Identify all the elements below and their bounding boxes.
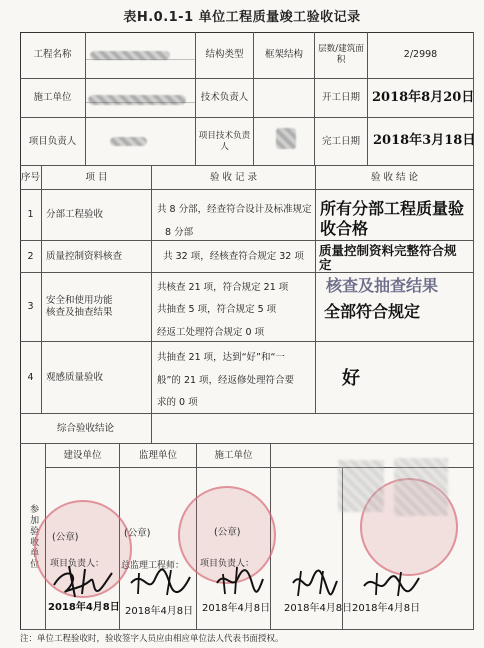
row-1-number: 1 <box>27 209 34 221</box>
construction-unit-header <box>46 444 120 468</box>
construction-person-label: 项目负责人： <box>50 559 105 569</box>
row-2-item-cell <box>42 241 152 273</box>
structure-label-cell <box>196 32 254 79</box>
structure-label: 结构类型 <box>205 49 244 61</box>
start-date-label-cell <box>315 79 368 118</box>
row-3-number-cell <box>20 273 42 342</box>
area-value: 2/2998 <box>403 49 438 61</box>
row-4-record-line-3: 求的 0 项 <box>157 397 198 408</box>
project-technical-manager-label: 项目技术负责人 <box>198 130 251 152</box>
row-2-record: 共 32 项，经核查符合规定 32 项 <box>163 250 304 262</box>
document-title: 表H.0.1-1 单位工程质量竣工验收记录 <box>123 10 361 25</box>
row-3-number: 3 <box>27 301 34 313</box>
footnote: 注：单位工程验收时，验收签字人员应由相应单位法人代表书面授权。 <box>20 634 284 644</box>
participants-section-label: 参加验收单位 <box>28 503 39 570</box>
overall-label-cell <box>20 414 152 444</box>
row-1-item-cell <box>42 190 152 241</box>
row-3-record-line-2: 共抽查 5 项，符合规定 5 项 <box>157 304 277 315</box>
area-label: 层数/建筑面积 <box>318 44 364 65</box>
area-label-cell <box>315 32 368 79</box>
survey-date: 2018年4月8日 <box>352 603 421 614</box>
structure-value-cell <box>254 32 315 79</box>
construction-date: 2018年4月8日 <box>48 602 120 613</box>
row-2-item: 质量控制资料核查 <box>46 250 123 262</box>
construction-unit-label-cell <box>20 79 86 118</box>
row-3-conclusion-line-1: 核查及抽查结果 <box>326 276 439 295</box>
technical-manager-label-cell <box>196 79 254 118</box>
design-signature <box>288 565 340 602</box>
row-2-record-cell <box>152 241 316 273</box>
builder-date: 2018年4月8日 <box>202 603 271 614</box>
row-1-conclusion: 所有分部工程质量验收合格 <box>320 199 465 238</box>
row-4-number: 4 <box>27 371 34 383</box>
row-1-number-cell <box>20 190 42 241</box>
row-1-record-line-1: 共 8 分部，经查符合设计及标准规定 <box>157 204 312 215</box>
supervision-person-label: 总监理工程师： <box>121 561 185 571</box>
row-3-record-line-3: 经返工处理符合规定 0 项 <box>157 327 265 338</box>
row-1-item: 分部工程验收 <box>46 209 104 221</box>
row-2-number-cell <box>20 241 42 273</box>
row-3-item-line-1: 安全和使用功能 <box>46 295 113 307</box>
row-4-number-cell <box>20 342 42 414</box>
serial-number-header <box>20 166 42 190</box>
blurred-design-seal <box>338 460 384 512</box>
supervision-unit-header <box>120 444 197 468</box>
builder-person-label: 项目负责人： <box>200 559 255 569</box>
structure-value: 框架结构 <box>264 49 303 61</box>
row-4-conclusion: 好 <box>342 368 360 389</box>
construction-unit-underline <box>86 102 196 103</box>
start-date-value: 2018年8月20日 <box>372 90 475 105</box>
row-3-item-line-2: 核查及抽查结果 <box>46 307 113 318</box>
item-header-text: 项 目 <box>85 171 108 183</box>
project-name-label-cell <box>20 32 86 79</box>
survey-signature <box>359 568 424 600</box>
blurred-project-technical-manager <box>276 128 296 149</box>
project-manager-label: 项目负责人 <box>28 135 77 147</box>
row-3-item-group <box>46 295 113 319</box>
builder-unit-header <box>197 444 271 468</box>
blurred-survey-seal <box>394 458 448 516</box>
row-4-item-cell <box>42 342 152 414</box>
supervision-date: 2018年4月8日 <box>125 606 194 617</box>
construction-unit-label: 施工单位 <box>33 92 72 104</box>
start-date-label: 开工日期 <box>321 92 360 104</box>
item-header <box>42 166 152 190</box>
row-1-record-line-2: 8 分部 <box>165 227 194 238</box>
technical-manager-label: 技术负责人 <box>200 92 249 104</box>
blurred-construction-unit <box>88 95 186 105</box>
overall-value-cell <box>152 414 474 444</box>
design-date: 2018年4月8日 <box>284 603 353 614</box>
conclusion-header-text: 验 收 结 论 <box>370 171 419 183</box>
row-4-item: 观感质量验收 <box>46 371 104 383</box>
project-manager-label-cell <box>20 118 86 166</box>
technical-manager-value-cell <box>254 79 315 118</box>
area-value-cell <box>368 32 474 79</box>
row-4-record-line-2: 般”的 21 项，经返修处理符合要 <box>157 375 295 386</box>
row-3-item-cell <box>42 273 152 342</box>
row-2-number: 2 <box>27 250 34 262</box>
completion-date-value: 2018年3月18日 <box>373 133 476 148</box>
supervision-seal-label: (公章) <box>124 528 151 539</box>
row-3-conclusion-line-2: 全部符合规定 <box>324 302 421 321</box>
construction-seal-label: (公章) <box>52 532 79 543</box>
construction-signature <box>46 555 124 600</box>
row-3-record-line-1: 共核查 21 项，符合规定 21 项 <box>157 282 289 293</box>
serial-number-header-text: 序号 <box>20 171 40 183</box>
row-2-conclusion: 质量控制资料完整符合规定 <box>319 243 457 273</box>
row-4-record-line-1: 共抽查 21 项，达到“好”和“一 <box>157 352 285 363</box>
project-name-underline <box>86 59 196 60</box>
construction-unit-header-text: 建设单位 <box>63 449 102 461</box>
builder-signature <box>211 563 266 601</box>
completion-date-label: 完工日期 <box>321 135 360 147</box>
conclusion-header <box>316 166 474 190</box>
project-technical-manager-label-cell <box>196 118 254 166</box>
builder-seal-label: (公章) <box>214 527 241 538</box>
row-4-conclusion-cell <box>316 342 474 414</box>
completion-date-label-cell <box>315 118 368 166</box>
project-name-label: 工程名称 <box>33 49 72 61</box>
record-header <box>152 166 316 190</box>
supervision-signature <box>123 565 195 600</box>
blurred-project-manager <box>110 137 147 146</box>
record-header-text: 验 收 记 录 <box>209 171 258 183</box>
builder-unit-header-text: 施工单位 <box>214 449 253 461</box>
supervision-unit-header-text: 监理单位 <box>138 449 177 461</box>
overall-label: 综合验收结论 <box>56 422 114 434</box>
